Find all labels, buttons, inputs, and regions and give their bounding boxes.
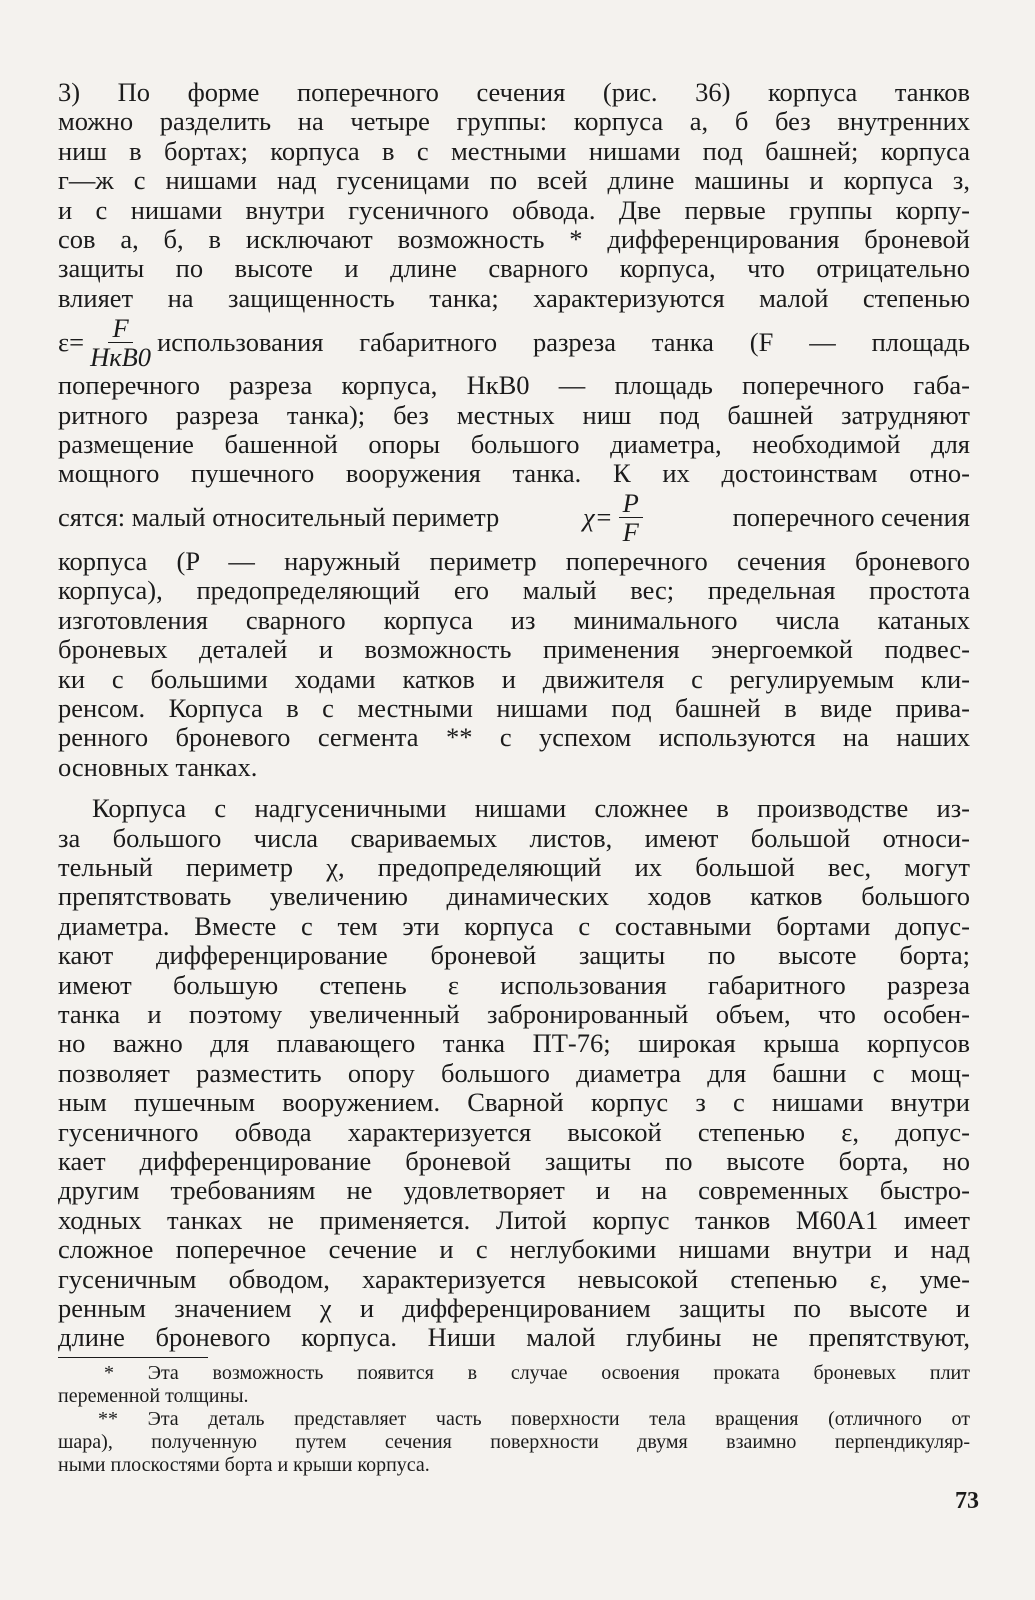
paragraph-1	[58, 78, 970, 313]
text-line: имеют большую степень ε использования габаритного разреза	[58, 969, 970, 1000]
footnote-line: шара), полученную путем сечения поверхности двумя взаимно перпендикуляр-	[58, 1430, 970, 1453]
formula-text: использования габаритного разреза танка (F — площадь	[157, 326, 970, 357]
fraction	[90, 314, 151, 371]
fraction-denominator: HкB0	[90, 341, 152, 372]
text-line: кают дифференцирование броневой защиты по высоте борта;	[58, 940, 970, 971]
text-line: сов а, б, в исключают возможность * дифференцирования броневой	[58, 224, 970, 255]
text-line: ритного разреза танка); без местных ниш под башней затрудняют	[58, 399, 970, 430]
text-line: г—ж с нишами над гусеницами по всей длине машины и корпуса з,	[58, 165, 970, 196]
formula-pre-text: сятся: малый относительный периметр	[58, 502, 500, 533]
formula-chi	[58, 489, 970, 547]
text-line: за большого числа свариваемых листов, имеют большой относи-	[58, 822, 970, 853]
text-line: корпуса (P — наружный периметр поперечного сечения броневого	[58, 545, 970, 576]
text-line: поперечного разреза корпуса, HкB0 — площадь поперечного габа-	[58, 370, 970, 401]
fraction-numerator: F	[108, 314, 132, 343]
text-line: ходных танках не применяется. Литой корпус танков М60А1 имеет	[58, 1204, 970, 1235]
footnote-line: * Эта возможность появится в случае освоения проката броневых плит	[104, 1361, 970, 1384]
footnote-divider	[58, 1357, 208, 1358]
text-line: основных танках.	[58, 751, 258, 782]
text-line: ренсом. Корпуса в с местными нишами под башней в виде прива-	[58, 692, 970, 723]
text-line: 3) По форме поперечного сечения (рис. 36) корпуса танков	[58, 77, 970, 107]
text-line: ным пушечным вооружением. Сварной корпус з с нишами внутри	[58, 1087, 970, 1118]
footnote-line: ** Эта деталь представляет часть поверхности тела вращения (отличного от	[98, 1407, 970, 1430]
text-line: размещение башенной опоры большого диаметра, необходимой для	[58, 429, 970, 460]
footnote-line: переменной толщины.	[58, 1384, 249, 1407]
text-line: влияет на защищенность танка; характеризуются малой степенью	[58, 282, 970, 313]
text-line: гусеничного обвода характеризуется высокой степенью ε, допус-	[58, 1116, 970, 1147]
text-line: корпуса), предопределяющий его малый вес; предельная простота	[58, 575, 970, 606]
paragraph-1c	[58, 547, 970, 782]
formula-expression	[583, 489, 649, 546]
text-line: изготовления сварного корпуса из минимального числа катаных	[58, 604, 970, 635]
text-line: защиты по высоте и длине сварного корпуса, что отрицательно	[58, 253, 970, 284]
text-line: ки с большими ходами катков и движителя с регулируемым кли-	[58, 663, 970, 694]
text-line: другим требованиям не удовлетворяет и на современных быстро-	[58, 1175, 970, 1206]
formula-lhs: χ=	[583, 502, 613, 533]
page-number: 73	[955, 1488, 979, 1514]
text-line: но важно для плавающего танка ПТ-76; широкая крыша корпусов	[58, 1028, 970, 1059]
footnote-1	[58, 1362, 970, 1408]
formula-lhs: ε=	[58, 326, 85, 357]
text-line: Корпуса с надгусеничными нишами сложнее в производстве из-	[92, 793, 970, 824]
page-body	[58, 78, 970, 1477]
formula-post-text: поперечного сечения	[732, 502, 970, 533]
paragraph-2	[58, 794, 970, 1353]
fraction-numerator: P	[619, 489, 643, 518]
fraction-denominator: F	[622, 517, 639, 548]
text-line: ренного броневого сегмента ** с успехом используются на наших	[58, 722, 970, 753]
fraction	[619, 489, 643, 546]
formula-epsilon	[58, 313, 970, 371]
text-line: длине броневого корпуса. Ниши малой глубины не препятствуют,	[58, 1322, 970, 1353]
text-line: мощного пушечного вооружения танка. К их достоинствам отно-	[58, 458, 970, 489]
text-line: препятствовать увеличению динамических ходов катков большого	[58, 881, 970, 912]
text-line: ренным значением χ и дифференцированием защиты по высоте и	[58, 1293, 970, 1324]
text-line: броневых деталей и возможность применения энергоемкой подвес-	[58, 634, 970, 665]
text-line: гусеничным обводом, характеризуется невысокой степенью ε, уме-	[58, 1263, 970, 1294]
footnote-2	[58, 1408, 970, 1477]
text-line: ниш в бортах; корпуса в с местными нишами под башней; корпуса	[58, 135, 970, 166]
footnote-line: ными плоскостями борта и крыши корпуса.	[58, 1453, 430, 1476]
paragraph-1b	[58, 371, 970, 489]
text-line: танка и поэтому увеличенный забронированный объем, что особен-	[58, 998, 970, 1029]
text-line: тельный периметр χ, предопределяющий их большой вес, могут	[58, 851, 970, 882]
text-line: и с нишами внутри гусеничного обвода. Две первые группы корпу-	[58, 194, 970, 225]
text-line: диаметра. Вместе с тем эти корпуса с составными бортами допус-	[58, 910, 970, 941]
text-line: кает дифференцирование броневой защиты по высоте борта, но	[58, 1146, 970, 1176]
text-line: позволяет разместить опору большого диаметра для башни с мощ-	[58, 1057, 970, 1088]
text-line: сложное поперечное сечение и с неглубокими нишами внутри и над	[58, 1234, 970, 1265]
text-line: можно разделить на четыре группы: корпуса а, б без внутренних	[58, 106, 970, 137]
